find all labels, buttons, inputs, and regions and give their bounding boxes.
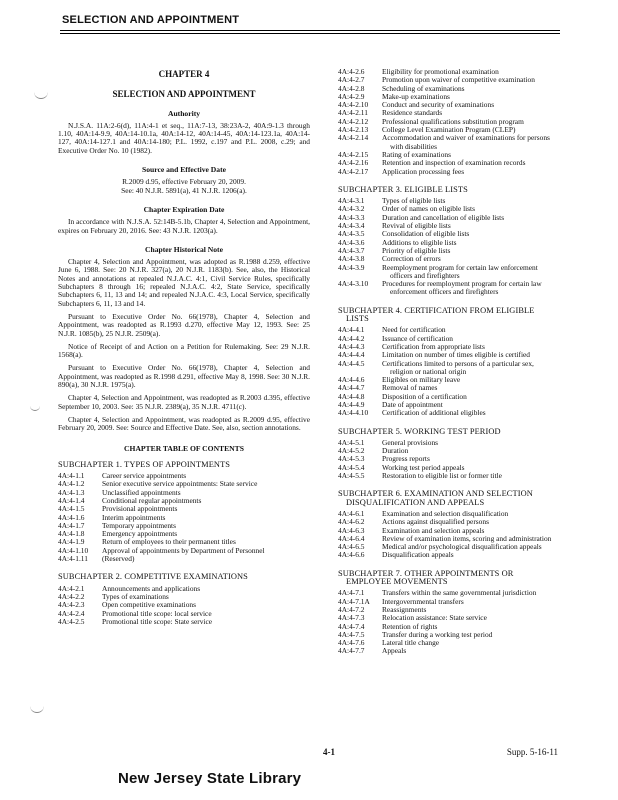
toc-entry-title: Certification of additional eligibles [382, 408, 486, 418]
toc-entry-number: 4A:4-1.9 [58, 537, 85, 547]
toc-entry-number: 4A:4-5.2 [338, 446, 365, 456]
subchapter-6-list [338, 510, 558, 560]
toc-entry[interactable] [58, 497, 310, 505]
toc-entry-title: Priority of eligible lists [382, 245, 451, 255]
subchapter-5-list [338, 439, 558, 480]
toc-entry-number: 4A:4-7.1A [338, 596, 370, 606]
toc-entry-number: 4A:4-4.7 [338, 383, 365, 393]
history-heading: Chapter Historical Note [145, 244, 223, 254]
toc-entry[interactable] [338, 247, 558, 255]
toc-entry-title: Intergovernmental transfers [382, 596, 464, 606]
toc-entry-number: 4A:4-2.11 [338, 108, 368, 118]
toc-entry-number: 4A:4-4.9 [338, 399, 365, 409]
toc-entry-title: Need for certification [382, 325, 446, 335]
toc-entry-title: Conditional regular appointments [102, 495, 202, 505]
toc-entry-number: 4A:4-3.8 [338, 254, 365, 264]
toc-entry-number: 4A:4-7.5 [338, 629, 365, 639]
history-paragraph: Pursuant to Executive Order No. 66(1978), Chapter 4, Selection and Appointment, was readopted as R.1993 d.270, effective May 12, 1993. See: 25 N.J.R. 1085(b), 25 N.J.R. 2509(a). [58, 311, 310, 338]
toc-entry-title: Promotional title scope: local service [102, 608, 212, 618]
toc-entry-title: Transfer during a working test period [382, 629, 493, 639]
toc-entry-number: 4A:4-3.2 [338, 204, 365, 214]
toc-entry[interactable] [58, 514, 310, 522]
toc-entry-title: Examination and selection disqualification [382, 508, 509, 518]
history-paragraph: Chapter 4, Selection and Appointment, was readopted as R.2003 d.395, effective September 10, 2003. See: 35 N.J.R. 2389(a), 35 N.J.R. 4711(c). [58, 393, 310, 411]
subchapter-2-list [58, 585, 310, 626]
subchapter-3-heading: SUBCHAPTER 3. ELIGIBLE LISTS [338, 184, 468, 194]
toc-entry[interactable] [338, 393, 558, 401]
toc-entry-number: 4A:4-1.10 [58, 545, 89, 555]
source-heading: Source and Effective Date [141, 165, 226, 175]
toc-entry-number: 4A:4-3.3 [338, 212, 365, 222]
toc-entry-number: 4A:4-4.1 [338, 325, 365, 335]
toc-entry-number: 4A:4-3.1 [338, 196, 365, 206]
supplement-date: Supp. 5-16-11 [506, 747, 558, 757]
toc-entry[interactable] [338, 376, 558, 384]
toc-entry-title: Transfers within the same governmental jurisdiction [382, 588, 537, 598]
toc-entry-number: 4A:4-2.15 [338, 149, 369, 159]
toc-entry[interactable] [338, 472, 558, 480]
toc-entry-title: Date of appointment [382, 399, 443, 409]
toc-entry[interactable] [338, 168, 558, 176]
expiration-text: In accordance with N.J.S.A. 52:14B-5.1b, Chapter 4, Selection and Appointment, expires on February 20, 2016. See: 43 N.J.R. 1203(a). [58, 217, 310, 235]
history-paragraph: Pursuant to Executive Order No. 66(1978), Chapter 4, Selection and Appointment, was readopted as R.1998 d.291, effective May 8, 1998. See: 30 N.J.R. 890(a), 30 N.J.R. 1975(a). [58, 363, 310, 390]
toc-entry-number: 4A:4-2.2 [58, 591, 85, 601]
toc-entry[interactable] [58, 522, 310, 530]
toc-entry-title: Additions to eligible lists [382, 237, 457, 247]
toc-entry-title: Application processing fees [382, 166, 465, 176]
toc-entry-title: Eligibles on military leave [382, 375, 461, 385]
chapter-label: CHAPTER 4 [158, 69, 210, 79]
toc-entry-number: 4A:4-2.9 [338, 91, 365, 101]
toc-entry-title: Review of examination items, scoring and administration [382, 533, 552, 543]
toc-entry-title: (Reserved) [102, 554, 135, 564]
running-header: SELECTION AND APPOINTMENT [62, 14, 240, 26]
toc-entry-title: Reassignments [382, 604, 427, 614]
toc-entry-number: 4A:4-3.4 [338, 221, 365, 231]
toc-entry-title: Certifications limited to persons of a particular sex, religion or national origin [382, 358, 534, 376]
subchapter-4-heading: SUBCHAPTER 4. CERTIFICATION FROM ELIGIBLE LISTS [338, 305, 535, 324]
toc-entry-title: Correction of errors [382, 254, 441, 264]
toc-entry-number: 4A:4-4.5 [338, 358, 365, 368]
toc-entry[interactable] [58, 585, 310, 593]
history-paragraph: Chapter 4, Selection and Appointment, was readopted as R.2009 d.95, effective February 20, 2009. See: Source and Effective Date. See, also, section annotations. [58, 414, 310, 433]
toc-entry-title: Lateral title change [382, 638, 440, 648]
toc-entry-number: 4A:4-6.4 [338, 533, 365, 543]
toc-entry-title: Announcements and applications [102, 583, 201, 593]
toc-entry-title: Retention of rights [382, 621, 438, 631]
toc-entry-number: 4A:4-2.3 [58, 600, 85, 610]
toc-entry-title: Revival of eligible lists [382, 221, 451, 231]
toc-entry-title: Examination and selection appeals [382, 525, 485, 535]
toc-entry-number: 4A:4-6.3 [338, 525, 365, 535]
toc-entry[interactable] [338, 447, 558, 455]
toc-entry[interactable] [58, 505, 310, 513]
left-column [58, 62, 310, 626]
toc-entry-number: 4A:4-2.5 [58, 616, 85, 626]
toc-entry-title: Medical and/or psychological disqualification appeals [382, 542, 542, 552]
toc-entry-number: 4A:4-1.8 [58, 529, 85, 539]
toc-entry-title: Rating of examinations [382, 149, 451, 159]
toc-entry-number: 4A:4-7.4 [338, 621, 365, 631]
toc-entry-number: 4A:4-6.2 [338, 517, 365, 527]
scan-margin-mark [30, 400, 40, 411]
header-rule-thin [60, 33, 560, 34]
toc-entry-title: Removal of names [382, 383, 438, 393]
toc-entry[interactable] [338, 101, 558, 109]
toc-entry-title: Senior executive service appointments: State service [102, 479, 258, 489]
toc-entry-title: Restoration to eligible list or former title [382, 471, 502, 481]
subchapter-6-heading: SUBCHAPTER 6. EXAMINATION AND SELECTION DISQUALIFICATION AND APPEALS [338, 489, 533, 507]
chapter-title: SELECTION AND APPOINTMENT [112, 89, 256, 100]
authority-heading: Authority [167, 108, 201, 118]
toc-entry-title: Working test period appeals [382, 462, 465, 472]
toc-entry-title: Types of examinations [102, 591, 169, 601]
toc-entry-title: Promotional title scope: State service [102, 616, 213, 626]
toc-entry-title: Temporary appointments [102, 520, 176, 530]
toc-entry-title: Eligibility for promotional examination [382, 67, 499, 76]
toc-entry[interactable] [338, 631, 558, 639]
expiration-heading: Chapter Expiration Date [143, 204, 225, 214]
toc-entry-title: Promotion upon waiver of competitive examination [382, 75, 535, 85]
toc-entry-number: 4A:4-1.7 [58, 520, 85, 530]
subchapter-2-heading: SUBCHAPTER 2. COMPETITIVE EXAMINATIONS [58, 572, 248, 582]
toc-entry-title: Reemployment program for certain law enforcement officers and firefighters [382, 262, 538, 280]
history-paragraph: Notice of Receipt of and Action on a Petition for Rulemaking. See: 29 N.J.R. 1568(a). [58, 341, 310, 360]
toc-entry[interactable] [58, 618, 310, 626]
toc-entry[interactable] [338, 360, 558, 377]
toc-entry-title: Accommodation and waiver of examinations for persons with disabilities [382, 133, 550, 151]
toc-entry-title: Career service appointments [102, 471, 187, 481]
toc-entry-number: 4A:4-4.4 [338, 350, 365, 360]
toc-entry-number: 4A:4-3.9 [338, 262, 365, 272]
toc-entry[interactable] [338, 134, 558, 151]
toc-heading: CHAPTER TABLE OF CONTENTS [124, 443, 244, 453]
toc-entry-number: 4A:4-2.13 [338, 125, 369, 135]
source-line-2: See: 40 N.J.R. 5891(a), 41 N.J.R. 1206(a). [121, 185, 247, 195]
toc-entry-title: Unclassified appointments [102, 487, 181, 497]
toc-entry[interactable] [338, 280, 558, 297]
toc-entry-number: 4A:4-1.2 [58, 479, 85, 489]
toc-entry[interactable] [58, 555, 310, 563]
toc-entry-number: 4A:4-2.10 [338, 100, 369, 110]
toc-entry[interactable] [338, 598, 558, 606]
toc-entry[interactable] [58, 480, 310, 488]
toc-entry[interactable] [338, 264, 558, 281]
toc-entry-number: 4A:4-4.2 [338, 333, 365, 343]
page-number: 4-1 [323, 747, 335, 757]
toc-entry-title: Residence standards [382, 108, 443, 118]
toc-entry-title: Make-up examinations [382, 91, 450, 101]
toc-entry-title: Provisional appointments [102, 504, 178, 514]
toc-entry-number: 4A:4-3.6 [338, 237, 365, 247]
source-line-1: R.2009 d.95, effective February 20, 2009. [122, 177, 246, 187]
toc-entry-title: Duration and cancellation of eligible lists [382, 212, 505, 222]
toc-entry[interactable] [338, 551, 558, 559]
toc-entry-number: 4A:4-2.8 [338, 83, 365, 93]
toc-entry-title: Conduct and security of examinations [382, 100, 495, 110]
toc-entry-title: General provisions [382, 437, 439, 447]
subchapter-3-list [338, 197, 558, 297]
toc-entry-number: 4A:4-5.3 [338, 454, 365, 464]
toc-entry-number: 4A:4-1.6 [58, 512, 85, 522]
toc-entry-title: Approval of appointments by Department of Personnel [102, 545, 265, 555]
toc-entry[interactable] [338, 639, 558, 647]
toc-entry-title: Scheduling of examinations [382, 83, 465, 93]
toc-entry-number: 4A:4-1.1 [58, 471, 85, 481]
toc-entry-number: 4A:4-6.1 [338, 508, 365, 518]
right-column [338, 68, 558, 656]
toc-entry-number: 4A:4-7.6 [338, 638, 365, 648]
toc-entry-number: 4A:4-2.4 [58, 608, 85, 618]
subchapter-7-list [338, 589, 558, 655]
subchapter-1-list [58, 472, 310, 563]
toc-entry[interactable] [338, 439, 558, 447]
toc-entry-title: Disqualification appeals [382, 550, 454, 560]
toc-entry-title: Return of employees to their permanent titles [102, 537, 236, 547]
toc-entry-title: Issuance of certification [382, 333, 453, 343]
toc-entry-number: 4A:4-4.3 [338, 341, 365, 351]
subchapter-7-heading: SUBCHAPTER 7. OTHER APPOINTMENTS OR EMPLOYEE MOVEMENTS [338, 568, 514, 587]
toc-entry-number: 4A:4-7.7 [338, 646, 365, 656]
toc-entry-number: 4A:4-3.10 [338, 279, 369, 289]
subchapter-2-continued-list [338, 68, 558, 176]
toc-entry-number: 4A:4-2.14 [338, 133, 369, 143]
toc-entry-title: Order of names on eligible lists [382, 204, 475, 214]
toc-entry-title: Relocation assistance: State service [382, 613, 487, 623]
toc-entry-number: 4A:4-7.2 [338, 604, 365, 614]
toc-entry-number: 4A:4-5.1 [338, 437, 365, 447]
toc-entry-title: Retention and inspection of examination records [382, 158, 526, 168]
toc-entry-number: 4A:4-5.4 [338, 462, 365, 472]
toc-entry-title: Duration [382, 446, 409, 456]
toc-entry-title: Procedures for reemployment program for certain law enforcement officers and firefighters [382, 279, 542, 297]
toc-entry-number: 4A:4-4.8 [338, 391, 365, 401]
toc-entry-title: Professional qualifications substitution program [382, 116, 524, 126]
toc-entry-title: Disposition of a certification [382, 391, 467, 401]
subchapter-1-heading: SUBCHAPTER 1. TYPES OF APPOINTMENTS [58, 459, 231, 469]
toc-entry-number: 4A:4-2.12 [338, 116, 369, 126]
toc-entry-title: Emergency appointments [102, 529, 178, 539]
toc-entry-number: 4A:4-7.1 [338, 588, 365, 598]
subchapter-5-heading: SUBCHAPTER 5. WORKING TEST PERIOD [338, 426, 501, 436]
toc-entry-title: Progress reports [382, 454, 430, 464]
toc-entry-title: Limitation on number of times eligible is certified [382, 350, 530, 360]
toc-entry[interactable] [338, 409, 558, 417]
toc-entry-number: 4A:4-6.6 [338, 550, 365, 560]
toc-entry-number: 4A:4-6.5 [338, 542, 365, 552]
toc-entry[interactable] [58, 547, 310, 555]
toc-entry-title: Interim appointments [102, 512, 166, 522]
toc-entry-title: Open competitive examinations [102, 600, 196, 610]
subchapter-4-list [338, 326, 558, 417]
toc-entry-number: 4A:4-3.7 [338, 245, 365, 255]
toc-entry-title: Consolidation of eligible lists [382, 229, 470, 239]
toc-entry-number: 4A:4-1.5 [58, 504, 85, 514]
toc-entry-number: 4A:4-3.5 [338, 229, 365, 239]
toc-entry-number: 4A:4-4.6 [338, 375, 365, 385]
toc-entry-number: 4A:4-1.3 [58, 487, 85, 497]
toc-entry-number: 4A:4-7.3 [338, 613, 365, 623]
authority-text: N.J.S.A. 11A:2-6(d), 11A:4-1 et seq., 11A:7-13, 38:23A-2, 40A:9-1.3 through 1.10, 40A:14-9.9, 40A:14-10.1a, 40A:14-12, 40A:14-45, 40A:14-123.1a, 40A:14-127, 40A:14-127.1 and 40A:14-180; P.L. 1992, c.197 and P.L. 2008, c.29; and Executive Order No. 10 (1982). [58, 120, 310, 155]
toc-entry-number: 4A:4-1.4 [58, 495, 85, 505]
toc-entry-number: 4A:4-5.5 [338, 471, 365, 481]
toc-entry-number: 4A:4-2.1 [58, 583, 85, 593]
toc-entry-number: 4A:4-4.10 [338, 408, 369, 418]
toc-entry-number: 4A:4-1.11 [58, 554, 88, 564]
toc-entry[interactable] [338, 647, 558, 655]
toc-entry-number: 4A:4-2.17 [338, 166, 369, 176]
toc-entry-title: College Level Examination Program (CLEP) [382, 125, 516, 135]
toc-entry-title: Types of eligible lists [382, 196, 446, 206]
header-rule [60, 30, 560, 31]
scan-margin-mark [34, 92, 48, 99]
history-paragraph: Chapter 4, Selection and Appointment, was adopted as R.1988 d.259, effective June 6, 1988. See: 20 N.J.R. 327(a), 20 N.J.R. 1183(b). See, also, the Historical Notes and annotations at repealed N.J.A.C. 4:1, Civil Service Rules, specifically Subchapters 8 through 16; repealed N.J.A.C. 4:2, State Service, specifically Subchapters 6, 11, 13 and 14; and repealed N.J.A.C. 4:3, Local Service, specifically Subchapters 6, 11, 13 and 14. [58, 257, 310, 308]
library-stamp: New Jersey State Library [118, 770, 302, 787]
toc-entry-number: 4A:4-2.6 [338, 67, 365, 76]
toc-entry-number: 4A:4-2.16 [338, 158, 369, 168]
scan-margin-mark [30, 706, 44, 713]
history-notes [58, 258, 310, 432]
toc-entry-number: 4A:4-2.7 [338, 75, 365, 85]
toc-entry-title: Certification from appropriate lists [382, 341, 485, 351]
toc-entry[interactable] [338, 614, 558, 622]
toc-entry-title: Appeals [382, 646, 407, 656]
toc-entry-title: Actions against disqualified persons [382, 517, 489, 527]
